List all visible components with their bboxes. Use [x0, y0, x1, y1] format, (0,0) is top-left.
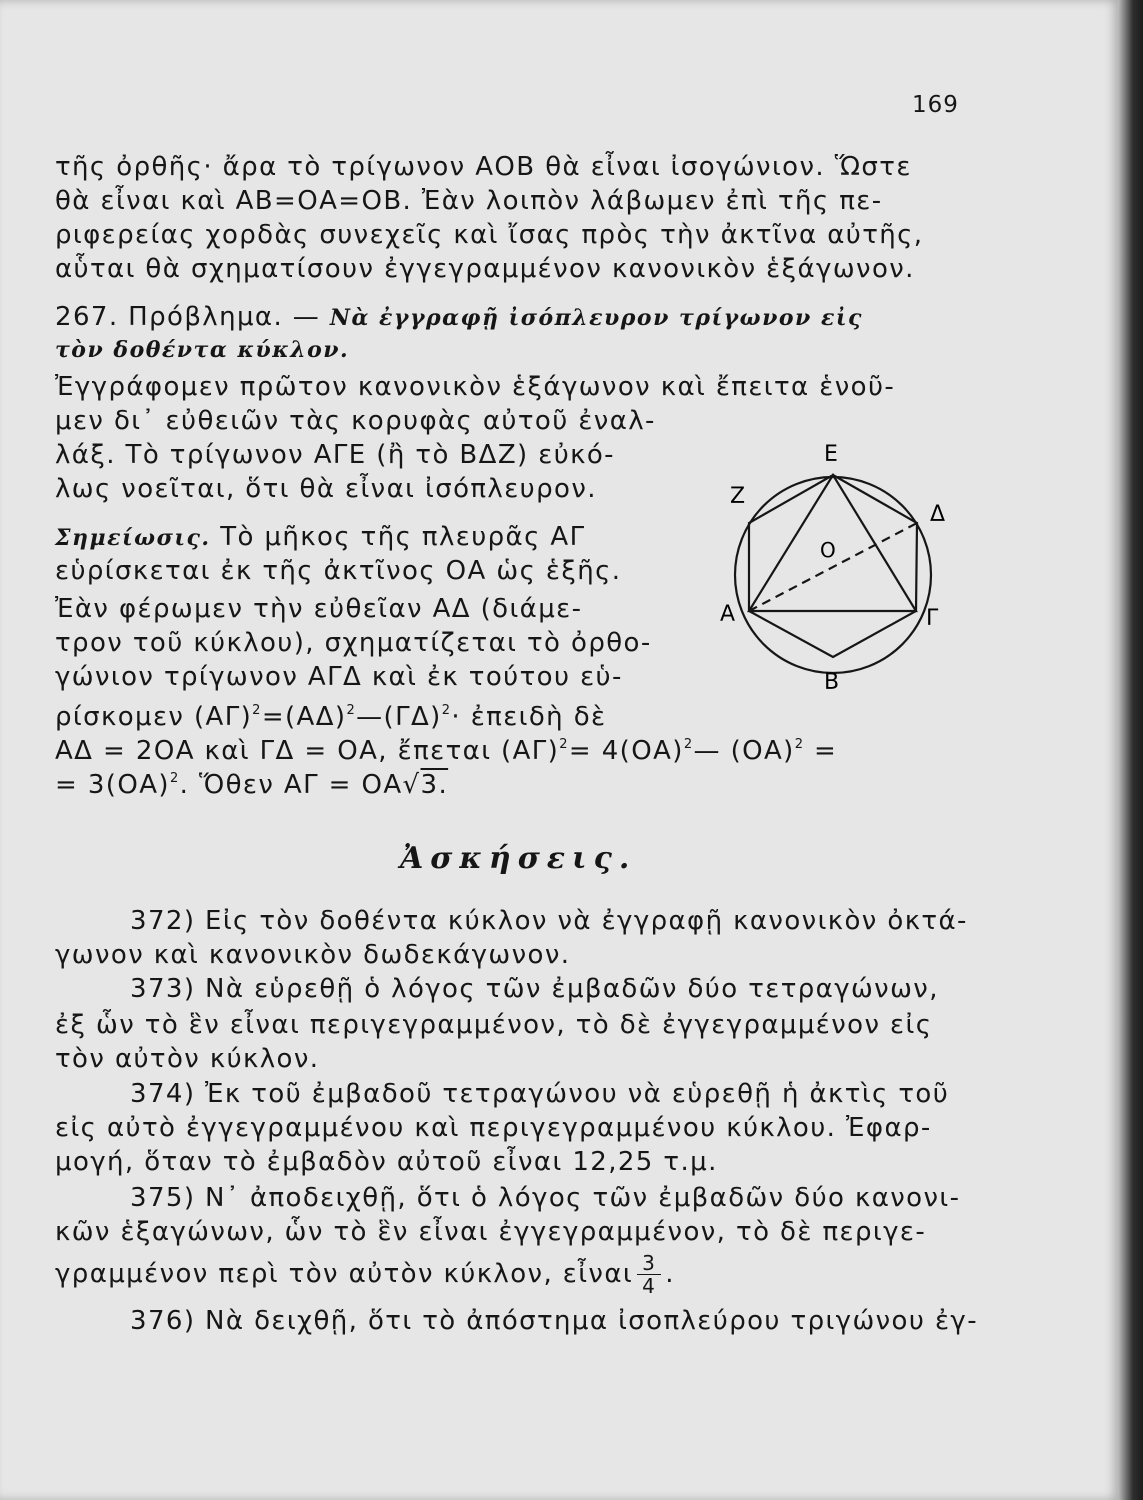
- page-edge: [1118, 0, 1143, 1500]
- label-O: Ο: [820, 538, 836, 562]
- text-line: θὰ εἶναι καὶ ΑΒ=ΟΑ=ΟΒ. Ἐὰν λοιπὸν λάβωμεν ἐπὶ τῆς πε-: [55, 186, 883, 216]
- label-A: Α: [720, 602, 736, 627]
- circle: [735, 477, 931, 673]
- formula-part: = 3(ΟΑ): [55, 770, 170, 800]
- problem-heading: [55, 300, 863, 335]
- formula-line: [55, 762, 448, 802]
- exercise-line: γωνον καὶ κανονικὸν δωδεκάγωνον.: [55, 940, 571, 970]
- exercise-line: 373) Νὰ εὑρεθῇ ὁ λόγος τῶν ἐμβαδῶν δύο τετραγώνων,: [130, 974, 939, 1004]
- exponent: 2: [346, 703, 357, 718]
- formula-part: =: [814, 736, 838, 766]
- formula-part: . Ὅθεν ΑΓ = ΟΑ√: [179, 770, 421, 800]
- exercise-text: γραμμένον περὶ τὸν αὐτὸν κύκλον, εἶναι: [55, 1259, 634, 1289]
- text-line: τῆς ὀρθῆς· ἄρα τὸ τρίγωνον ΑΟΒ θὰ εἶναι ἰσογώνιον. Ὥστε: [55, 152, 912, 182]
- exponent: 2: [252, 703, 262, 718]
- label-Z: Ζ: [730, 484, 746, 509]
- formula-part: = 4(ΟΑ): [568, 736, 684, 766]
- exercise-line: ἐξ ὧν τὸ ἓν εἶναι περιγεγραμμένον, τὸ δὲ ἐγγεγραμμένον εἰς: [55, 1010, 933, 1040]
- exercise-line: [55, 1252, 675, 1297]
- exponent: 2: [169, 771, 180, 786]
- formula-part: ρίσκομεν (ΑΓ): [55, 702, 253, 732]
- formula-part: —(ΓΔ): [356, 702, 442, 732]
- exercise-line: τὸν αὐτὸν κύκλον.: [55, 1044, 320, 1074]
- exercise-line: 372) Εἰς τὸν δοθέντα κύκλον νὰ ἐγγραφῇ κανονικὸν ὀκτά-: [130, 906, 968, 936]
- text-line: αὗται θὰ σχηματίσουν ἐγγεγραμμένον κανονικὸν ἑξάγωνον.: [55, 254, 915, 284]
- label-D: Δ: [930, 502, 946, 527]
- text-line: εὑρίσκεται ἐκ τῆς ἀκτῖνος ΟΑ ὡς ἑξῆς.: [55, 556, 622, 586]
- label-E: Ε: [824, 442, 838, 467]
- hexagon-triangle-figure: [700, 435, 990, 705]
- exponent: 2: [794, 737, 805, 752]
- exponent: 2: [441, 703, 452, 718]
- problem-label: 267. Πρόβλημα. —: [55, 302, 321, 332]
- formula-part: =(ΑΔ): [261, 702, 347, 732]
- text-line: Ἐγγράφομεν πρῶτον κανονικὸν ἑξάγωνον καὶ ἔπειτα ἑνοῦ-: [55, 372, 896, 402]
- exercise-line: εἰς αὐτὸ ἐγγεγραμμένου καὶ περιγεγραμμένου κύκλου. Ἐφαρ-: [55, 1113, 932, 1143]
- formula-part: · ἐπειδὴ δὲ: [451, 702, 607, 732]
- problem-heading-cont: [55, 332, 349, 367]
- label-B: Β: [824, 670, 840, 695]
- radicand: 3.: [420, 770, 449, 800]
- text-line: μεν δι᾽ εὐθειῶν τὰς κορυφὰς αὐτοῦ ἐναλ-: [55, 406, 656, 436]
- page-number: 169: [912, 92, 959, 118]
- problem-statement: Νὰ ἐγγραφῇ ἰσόπλευρον τρίγωνον εἰς: [329, 305, 863, 331]
- text-line: λως νοεῖται, ὅτι θὰ εἶναι ἰσόπλευρον.: [55, 474, 597, 504]
- exercise-line: 374) Ἐκ τοῦ ἐμβαδοῦ τετραγώνου νὰ εὑρεθῇ ἡ ἀκτὶς τοῦ: [130, 1079, 950, 1109]
- text-line: γώνιον τρίγωνον ΑΓΔ καὶ ἐκ τούτου εὑ-: [55, 662, 623, 692]
- exercise-text: .: [665, 1259, 675, 1289]
- formula-part: — (ΟΑ): [693, 736, 795, 766]
- exercise-line: μογή, ὅταν τὸ ἐμβαδὸν αὐτοῦ εἶναι 12,25 τ.μ.: [55, 1147, 718, 1177]
- exercise-line: κῶν ἑξαγώνων, ὧν τὸ ἓν εἶναι ἐγγεγραμμένον, τὸ δὲ περιγε-: [55, 1217, 927, 1247]
- text-line: Ἐὰν φέρωμεν τὴν εὐθεῖαν ΑΔ (διάμε-: [55, 594, 583, 624]
- remark-line: [55, 520, 585, 555]
- remark-label: Σημείωσις.: [55, 525, 211, 551]
- fraction-numerator: 3: [642, 1251, 657, 1275]
- problem-statement-cont: τὸν δοθέντα κύκλον.: [55, 337, 350, 363]
- remark-text: Τὸ μῆκος τῆς πλευρᾶς ΑΓ: [220, 522, 586, 552]
- exponent: 2: [559, 737, 569, 752]
- fraction-denominator: 4: [637, 1274, 661, 1297]
- fraction: [637, 1252, 661, 1297]
- exercises-heading: Ἀσκήσεις.: [400, 841, 637, 876]
- exercise-line: 376) Νὰ δειχθῇ, ὅτι τὸ ἀπόστημα ἰσοπλεύρου τριγώνου ἐγ-: [130, 1306, 978, 1336]
- label-G: Γ: [926, 606, 939, 631]
- formula-part: ΑΔ = 2ΟΑ καὶ ΓΔ = ΟΑ, ἔπεται (ΑΓ): [55, 736, 560, 766]
- exercise-line: 375) Ν᾽ ἀποδειχθῇ, ὅτι ὁ λόγος τῶν ἐμβαδῶν δύο κανονι-: [130, 1183, 961, 1213]
- diameter-AD: [749, 523, 917, 611]
- text-line: ριφερείας χορδὰς συνεχεῖς καὶ ἴσας πρὸς τὴν ἀκτῖνα αὐτῆς,: [55, 220, 924, 250]
- text-line: τρον τοῦ κύκλου), σχηματίζεται τὸ ὀρθο-: [55, 628, 652, 658]
- exponent: 2: [683, 737, 694, 752]
- text-line: λάξ. Τὸ τρίγωνον ΑΓΕ (ἢ τὸ ΒΔΖ) εὐκό-: [55, 440, 615, 470]
